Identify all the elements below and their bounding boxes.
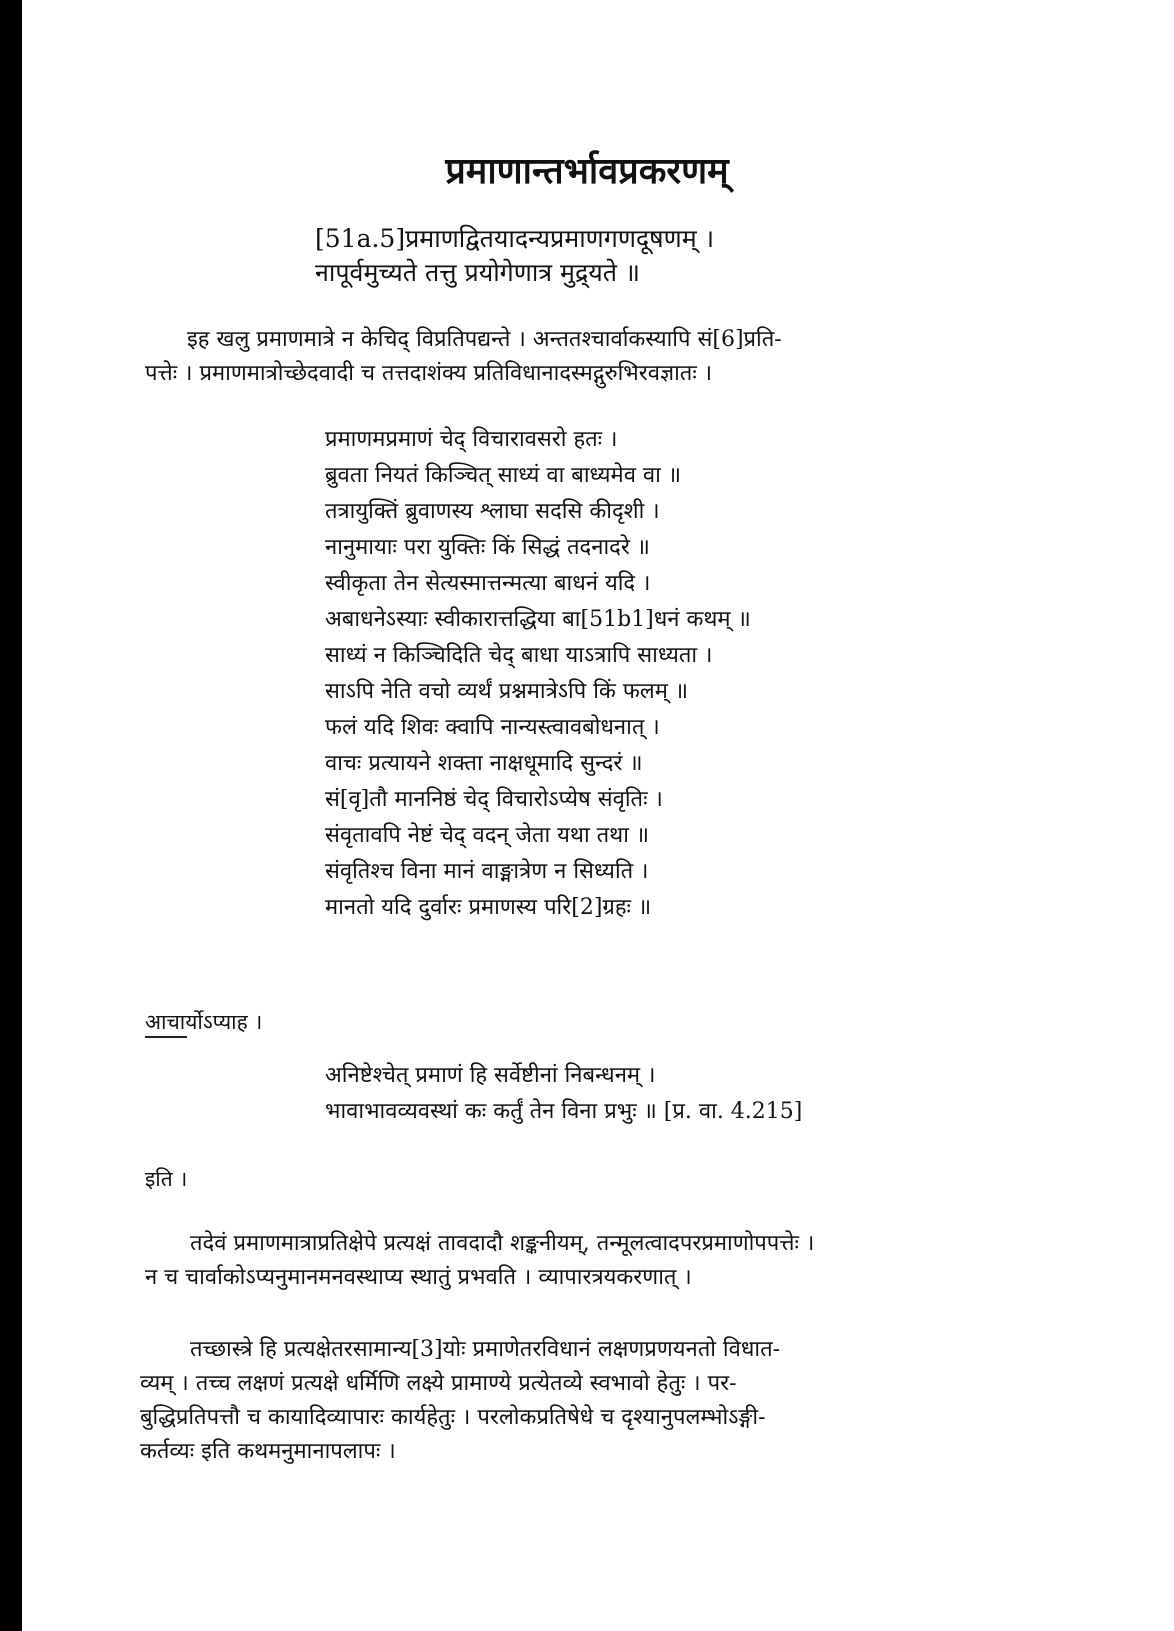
intro-verse-line-2: नापूर्वमुच्यते तत्तु प्रयोगेणात्र मुद्र्यते ॥	[315, 258, 640, 287]
paragraph-1	[145, 323, 782, 391]
verse-line: सं[वृ]तौ माननिष्ठं चेद् विचारोऽप्येष संवृतिः ।	[325, 787, 663, 812]
verse-line: प्रमाणमप्रमाणं चेद् विचारावसरो हतः ।	[325, 427, 618, 452]
verse-line: संवृतिश्च विना मानं वाङ्मात्रेण न सिध्यति ।	[325, 859, 649, 884]
paragraph-1-line-2: पत्तेः । प्रमाणमात्रोच्छेदवादी च तत्तदाशंक्य प्रतिविधानादस्मद्गुरुभिरवज्ञातः ।	[145, 361, 713, 386]
verse-line: भावाभावव्यवस्थां कः कर्तुं तेन विना प्रभुः ॥ [प्र. वा. 4.215]	[325, 1099, 803, 1124]
verse-line: नानुमायाः परा युक्तिः किं सिद्धं तदनादरे ॥	[325, 535, 650, 560]
paragraph-2-line-2: न च चार्वाकोऽप्यनुमानमनवस्थाप्य स्थातुं प्रभवति । व्यापारत्रयकरणात् ।	[145, 1265, 692, 1290]
paragraph-3-line-2: व्यम् । तच्च लक्षणं प्रत्यक्षे धर्मिणि लक्ष्ये प्रामाण्ये प्रत्येतव्ये स्वभावो हेतुः । पर-	[140, 1371, 737, 1396]
verse-line: वाचः प्रत्यायने शक्ता नाक्षधूमादि सुन्दरं ॥	[325, 751, 643, 776]
iti-line: इति ।	[145, 1167, 188, 1191]
intro-verse-line-1: [51a.5]प्रमाणद्वितयादन्यप्रमाणगणदूषणम् ।	[315, 224, 715, 253]
chapter-title: प्रमाणान्तर्भावप्रकरणम्	[445, 150, 729, 192]
verse-line: संवृतावपि नेष्टं चेद् वदन् जेता यथा तथा ॥	[325, 823, 650, 848]
paragraph-3	[140, 1333, 780, 1469]
verse-line: तत्रायुक्तिं ब्रुवाणस्य श्लाघा सदसि कीदृशी ।	[325, 499, 660, 524]
paragraph-3-line-3: बुद्धिप्रतिपत्तौ च कायादिव्यापारः कार्यहेतुः । परलोकप्रतिषेधे च दृश्यानुपलम्भोऽङ्गी-	[140, 1405, 766, 1430]
paragraph-3-line-4: कर्तव्यः इति कथमनुमानापलापः ।	[140, 1439, 396, 1464]
underline-mark	[145, 1036, 187, 1038]
verse-line: साध्यं न किञ्चिदिति चेद् बाधा याऽत्रापि साध्यता ।	[325, 643, 713, 668]
paragraph-3-line-1: तच्छास्त्रे हि प्रत्यक्षेतरसामान्य[3]योः प्रमाणेतरविधानं लक्षणप्रणयनतो विधात-	[190, 1337, 781, 1362]
acharya-line: आचार्योऽप्याह ।	[145, 1010, 263, 1034]
verse-line: अनिष्टेश्चेत् प्रमाणं हि सर्वेष्टीनां निबन्धनम् ।	[325, 1063, 656, 1088]
verse-line: साऽपि नेति वचो व्यर्थं प्रश्नमात्रेऽपि किं फलम् ॥	[325, 679, 689, 704]
paragraph-2-line-1: तदेवं प्रमाणमात्राप्रतिक्षेपे प्रत्यक्षं तावदादौ शङ्कनीयम्, तन्मूलत्वादपरप्रमाणोपपत्तेः ।	[190, 1231, 815, 1256]
verse-line: मानतो यदि दुर्वारः प्रमाणस्य परि[2]ग्रहः ॥	[325, 895, 652, 920]
verse-block-1	[325, 422, 751, 926]
scan-binding-edge	[0, 0, 22, 1631]
verse-block-2	[325, 1058, 802, 1130]
paragraph-1-line-1: इह खलु प्रमाणमात्रे न केचिद् विप्रतिपद्यन्ते । अन्ततश्चार्वाकस्यापि सं[6]प्रति-	[187, 327, 782, 352]
verse-line: ब्रुवता नियतं किञ्चित् साध्यं वा बाध्यमेव वा ॥	[325, 463, 682, 488]
paragraph-2	[145, 1227, 814, 1295]
verse-line: स्वीकृता तेन सेत्यस्मात्तन्मत्या बाधनं यदि ।	[325, 571, 651, 596]
verse-line: फलं यदि शिवः क्वापि नान्यस्त्वावबोधनात् ।	[325, 715, 660, 740]
intro-verse	[315, 222, 714, 290]
verse-line: अबाधनेऽस्याः स्वीकारात्तद्धिया बा[51b1]धनं कथम् ॥	[325, 607, 751, 632]
